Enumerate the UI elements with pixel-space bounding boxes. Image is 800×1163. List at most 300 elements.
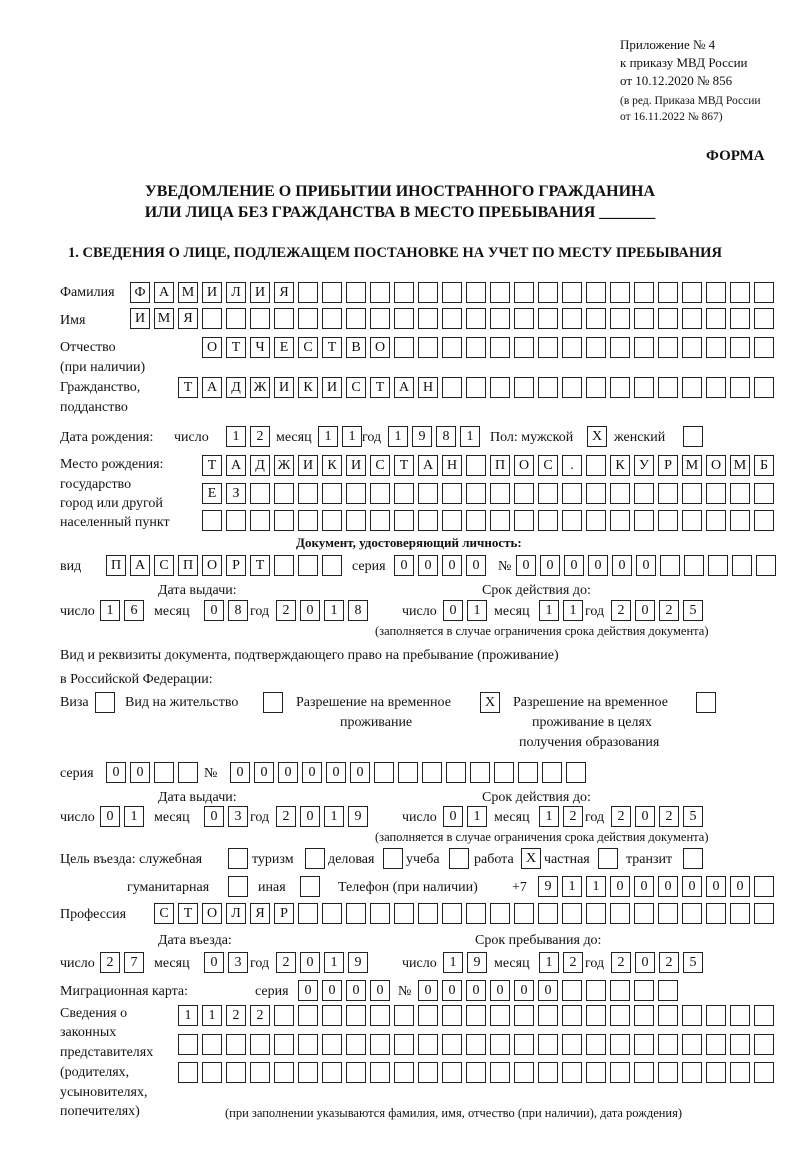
doc-number-cell[interactable] (708, 555, 728, 576)
pob2-cell[interactable] (754, 483, 774, 504)
visa-checkbox[interactable] (95, 692, 115, 713)
stay-year-cell[interactable]: 0 (635, 952, 655, 973)
entry-year-cell[interactable]: 1 (324, 952, 344, 973)
patronymic-cell[interactable] (514, 337, 534, 358)
p-study-checkbox[interactable] (449, 848, 469, 869)
rd-issue-year-cell[interactable]: 2 (276, 806, 296, 827)
pob2-cell[interactable] (658, 483, 678, 504)
name-cell[interactable] (682, 308, 702, 329)
doc-number-cell[interactable] (684, 555, 704, 576)
patronymic-cell[interactable]: В (346, 337, 366, 358)
doc-series-cell[interactable]: 0 (466, 555, 486, 576)
dob-day-cell[interactable]: 2 (250, 426, 270, 447)
rd-number-cell[interactable] (374, 762, 394, 783)
rep1-cell[interactable] (610, 1005, 630, 1026)
rep3-cell[interactable] (346, 1062, 366, 1083)
p-work-checkbox[interactable]: X (521, 848, 541, 869)
entry-year-cell[interactable]: 2 (276, 952, 296, 973)
surname-cell[interactable] (730, 282, 750, 303)
rep3-cell[interactable] (562, 1062, 582, 1083)
citizenship-cell[interactable] (634, 377, 654, 398)
surname-cell[interactable] (466, 282, 486, 303)
rep2-cell[interactable] (226, 1034, 246, 1055)
phone-cell[interactable] (754, 876, 774, 897)
surname-cell[interactable] (610, 282, 630, 303)
rep3-cell[interactable] (658, 1062, 678, 1083)
mc-number-cell[interactable]: 0 (466, 980, 486, 1001)
citizenship-cell[interactable] (586, 377, 606, 398)
rd-number-cell[interactable]: 0 (230, 762, 250, 783)
pob1-cell[interactable]: Т (202, 455, 222, 476)
surname-cell[interactable]: Л (226, 282, 246, 303)
rd-issue-day-cell[interactable]: 1 (124, 806, 144, 827)
pob1-cell[interactable]: А (418, 455, 438, 476)
pob3-cell[interactable] (562, 510, 582, 531)
rep1-cell[interactable] (394, 1005, 414, 1026)
pob3-cell[interactable] (730, 510, 750, 531)
citizenship-cell[interactable] (610, 377, 630, 398)
name-cell[interactable] (490, 308, 510, 329)
pob3-cell[interactable] (394, 510, 414, 531)
rep2-cell[interactable] (682, 1034, 702, 1055)
surname-cell[interactable] (658, 282, 678, 303)
profession-cell[interactable] (562, 903, 582, 924)
rd-number-cell[interactable] (518, 762, 538, 783)
rep2-cell[interactable] (706, 1034, 726, 1055)
profession-cell[interactable] (322, 903, 342, 924)
doc-valid-year-cell[interactable]: 2 (659, 600, 679, 621)
doc-valid-month-cell[interactable]: 1 (539, 600, 559, 621)
entry-year-cell[interactable]: 9 (348, 952, 368, 973)
surname-cell[interactable] (442, 282, 462, 303)
citizenship-cell[interactable]: А (394, 377, 414, 398)
rd-valid-month-cell[interactable]: 1 (539, 806, 559, 827)
rep2-cell[interactable] (346, 1034, 366, 1055)
mc-number-cell[interactable] (634, 980, 654, 1001)
citizenship-cell[interactable]: С (346, 377, 366, 398)
pob1-cell[interactable]: А (226, 455, 246, 476)
pob3-cell[interactable] (682, 510, 702, 531)
rep3-cell[interactable] (178, 1062, 198, 1083)
rd-number-cell[interactable]: 0 (278, 762, 298, 783)
rd-issue-month-cell[interactable]: 0 (204, 806, 224, 827)
mc-number-cell[interactable] (610, 980, 630, 1001)
rep2-cell[interactable] (274, 1034, 294, 1055)
patronymic-cell[interactable] (490, 337, 510, 358)
profession-cell[interactable]: Л (226, 903, 246, 924)
mc-number-cell[interactable] (586, 980, 606, 1001)
surname-cell[interactable] (298, 282, 318, 303)
pob1-cell[interactable]: И (298, 455, 318, 476)
pob2-cell[interactable] (322, 483, 342, 504)
rep1-cell[interactable] (490, 1005, 510, 1026)
citizenship-cell[interactable]: И (322, 377, 342, 398)
profession-cell[interactable] (682, 903, 702, 924)
surname-cell[interactable] (490, 282, 510, 303)
phone-cell[interactable]: 1 (586, 876, 606, 897)
pob3-cell[interactable] (610, 510, 630, 531)
profession-cell[interactable] (466, 903, 486, 924)
entry-day-cell[interactable]: 7 (124, 952, 144, 973)
citizenship-cell[interactable] (706, 377, 726, 398)
rep2-cell[interactable] (250, 1034, 270, 1055)
name-cell[interactable]: Я (178, 308, 198, 329)
patronymic-cell[interactable] (658, 337, 678, 358)
pob3-cell[interactable] (634, 510, 654, 531)
p-transit-checkbox[interactable] (683, 848, 703, 869)
rd-number-cell[interactable]: 0 (254, 762, 274, 783)
name-cell[interactable] (634, 308, 654, 329)
rep3-cell[interactable] (274, 1062, 294, 1083)
doc-number-cell[interactable]: 0 (612, 555, 632, 576)
pob3-cell[interactable] (346, 510, 366, 531)
rep1-cell[interactable] (754, 1005, 774, 1026)
rep2-cell[interactable] (370, 1034, 390, 1055)
phone-cell[interactable]: 1 (562, 876, 582, 897)
name-cell[interactable] (754, 308, 774, 329)
rep1-cell[interactable] (514, 1005, 534, 1026)
pob2-cell[interactable] (706, 483, 726, 504)
pob2-cell[interactable] (370, 483, 390, 504)
citizenship-cell[interactable]: Ж (250, 377, 270, 398)
dob-year-cell[interactable]: 1 (388, 426, 408, 447)
mc-number-cell[interactable]: 0 (490, 980, 510, 1001)
pob3-cell[interactable] (202, 510, 222, 531)
doc-number-cell[interactable]: 0 (588, 555, 608, 576)
rd-issue-day-cell[interactable]: 0 (100, 806, 120, 827)
rd-valid-month-cell[interactable]: 2 (563, 806, 583, 827)
name-cell[interactable] (370, 308, 390, 329)
rd-number-cell[interactable] (398, 762, 418, 783)
doc-valid-year-cell[interactable]: 5 (683, 600, 703, 621)
citizenship-cell[interactable]: К (298, 377, 318, 398)
pob1-cell[interactable]: М (682, 455, 702, 476)
profession-cell[interactable] (346, 903, 366, 924)
profession-cell[interactable]: С (154, 903, 174, 924)
rep2-cell[interactable] (730, 1034, 750, 1055)
name-cell[interactable] (322, 308, 342, 329)
pob2-cell[interactable] (538, 483, 558, 504)
rd-number-cell[interactable] (494, 762, 514, 783)
doc-kind-cell[interactable]: С (154, 555, 174, 576)
rep2-cell[interactable] (634, 1034, 654, 1055)
name-cell[interactable] (658, 308, 678, 329)
profession-cell[interactable] (514, 903, 534, 924)
rep2-cell[interactable] (490, 1034, 510, 1055)
citizenship-cell[interactable] (682, 377, 702, 398)
rep1-cell[interactable]: 2 (250, 1005, 270, 1026)
doc-issue-year-cell[interactable]: 0 (300, 600, 320, 621)
surname-cell[interactable]: Я (274, 282, 294, 303)
rep1-cell[interactable] (586, 1005, 606, 1026)
rep1-cell[interactable] (442, 1005, 462, 1026)
pob3-cell[interactable] (466, 510, 486, 531)
entry-year-cell[interactable]: 0 (300, 952, 320, 973)
p-service-checkbox[interactable] (228, 848, 248, 869)
rd-valid-year-cell[interactable]: 2 (611, 806, 631, 827)
rep1-cell[interactable] (466, 1005, 486, 1026)
rep3-cell[interactable] (394, 1062, 414, 1083)
rep2-cell[interactable] (394, 1034, 414, 1055)
rep2-cell[interactable] (298, 1034, 318, 1055)
surname-cell[interactable] (754, 282, 774, 303)
pob3-cell[interactable] (586, 510, 606, 531)
rd-issue-year-cell[interactable]: 0 (300, 806, 320, 827)
surname-cell[interactable] (370, 282, 390, 303)
doc-valid-month-cell[interactable]: 1 (563, 600, 583, 621)
surname-cell[interactable] (538, 282, 558, 303)
pob1-cell[interactable]: Т (394, 455, 414, 476)
citizenship-cell[interactable] (562, 377, 582, 398)
doc-issue-month-cell[interactable]: 0 (204, 600, 224, 621)
rd-number-cell[interactable] (542, 762, 562, 783)
rd-valid-year-cell[interactable]: 5 (683, 806, 703, 827)
name-cell[interactable] (706, 308, 726, 329)
rd-number-cell[interactable]: 0 (350, 762, 370, 783)
surname-cell[interactable] (562, 282, 582, 303)
pob3-cell[interactable] (274, 510, 294, 531)
p-humanitarian-checkbox[interactable] (228, 876, 248, 897)
phone-cell[interactable]: 0 (706, 876, 726, 897)
residence-checkbox[interactable] (263, 692, 283, 713)
rep3-cell[interactable] (226, 1062, 246, 1083)
surname-cell[interactable] (346, 282, 366, 303)
rd-number-cell[interactable] (566, 762, 586, 783)
doc-kind-cell[interactable] (322, 555, 342, 576)
sex-female-checkbox[interactable] (683, 426, 703, 447)
rep3-cell[interactable] (442, 1062, 462, 1083)
pob1-cell[interactable]: . (562, 455, 582, 476)
pob1-cell[interactable] (466, 455, 486, 476)
dob-year-cell[interactable]: 8 (436, 426, 456, 447)
phone-cell[interactable]: 0 (658, 876, 678, 897)
rep1-cell[interactable] (298, 1005, 318, 1026)
patronymic-cell[interactable]: Ч (250, 337, 270, 358)
name-cell[interactable] (418, 308, 438, 329)
doc-number-cell[interactable]: 0 (636, 555, 656, 576)
rd-number-cell[interactable]: 0 (326, 762, 346, 783)
profession-cell[interactable]: О (202, 903, 222, 924)
p-tourism-checkbox[interactable] (305, 848, 325, 869)
pob3-cell[interactable] (658, 510, 678, 531)
citizenship-cell[interactable] (442, 377, 462, 398)
pob3-cell[interactable] (418, 510, 438, 531)
rep3-cell[interactable] (418, 1062, 438, 1083)
rd-series-cell[interactable] (178, 762, 198, 783)
rep2-cell[interactable] (562, 1034, 582, 1055)
name-cell[interactable] (466, 308, 486, 329)
rep1-cell[interactable] (418, 1005, 438, 1026)
patronymic-cell[interactable] (394, 337, 414, 358)
doc-kind-cell[interactable]: Р (226, 555, 246, 576)
edu-checkbox[interactable] (696, 692, 716, 713)
doc-series-cell[interactable]: 0 (442, 555, 462, 576)
surname-cell[interactable]: М (178, 282, 198, 303)
doc-number-cell[interactable]: 0 (540, 555, 560, 576)
rep3-cell[interactable] (586, 1062, 606, 1083)
doc-issue-year-cell[interactable]: 1 (324, 600, 344, 621)
entry-day-cell[interactable]: 2 (100, 952, 120, 973)
rd-number-cell[interactable] (470, 762, 490, 783)
doc-number-cell[interactable] (660, 555, 680, 576)
profession-cell[interactable] (706, 903, 726, 924)
pob1-cell[interactable]: Б (754, 455, 774, 476)
rep2-cell[interactable] (322, 1034, 342, 1055)
rep3-cell[interactable] (682, 1062, 702, 1083)
patronymic-cell[interactable] (682, 337, 702, 358)
name-cell[interactable] (250, 308, 270, 329)
surname-cell[interactable] (514, 282, 534, 303)
pob3-cell[interactable] (298, 510, 318, 531)
pob3-cell[interactable] (442, 510, 462, 531)
pob2-cell[interactable] (346, 483, 366, 504)
stay-day-cell[interactable]: 9 (467, 952, 487, 973)
rd-valid-day-cell[interactable]: 1 (467, 806, 487, 827)
surname-cell[interactable]: И (250, 282, 270, 303)
surname-cell[interactable] (634, 282, 654, 303)
rep1-cell[interactable]: 2 (226, 1005, 246, 1026)
rep3-cell[interactable] (298, 1062, 318, 1083)
rep2-cell[interactable] (466, 1034, 486, 1055)
name-cell[interactable] (586, 308, 606, 329)
stay-month-cell[interactable]: 2 (563, 952, 583, 973)
profession-cell[interactable] (634, 903, 654, 924)
pob1-cell[interactable]: Р (658, 455, 678, 476)
pob2-cell[interactable] (418, 483, 438, 504)
dob-year-cell[interactable]: 1 (460, 426, 480, 447)
rd-valid-year-cell[interactable]: 2 (659, 806, 679, 827)
citizenship-cell[interactable] (466, 377, 486, 398)
doc-kind-cell[interactable]: А (130, 555, 150, 576)
mc-number-cell[interactable]: 0 (418, 980, 438, 1001)
entry-month-cell[interactable]: 3 (228, 952, 248, 973)
doc-issue-month-cell[interactable]: 8 (228, 600, 248, 621)
pob2-cell[interactable] (250, 483, 270, 504)
phone-cell[interactable]: 0 (730, 876, 750, 897)
p-business-checkbox[interactable] (383, 848, 403, 869)
name-cell[interactable] (394, 308, 414, 329)
rep1-cell[interactable] (658, 1005, 678, 1026)
rd-series-cell[interactable]: 0 (130, 762, 150, 783)
rep2-cell[interactable] (610, 1034, 630, 1055)
phone-cell[interactable]: 0 (634, 876, 654, 897)
rep1-cell[interactable]: 1 (178, 1005, 198, 1026)
profession-cell[interactable] (298, 903, 318, 924)
pob1-cell[interactable]: У (634, 455, 654, 476)
phone-cell[interactable]: 0 (610, 876, 630, 897)
patronymic-cell[interactable] (538, 337, 558, 358)
rep1-cell[interactable] (274, 1005, 294, 1026)
pob1-cell[interactable]: О (514, 455, 534, 476)
rd-number-cell[interactable] (422, 762, 442, 783)
pob1-cell[interactable]: О (706, 455, 726, 476)
rep2-cell[interactable] (658, 1034, 678, 1055)
sex-male-checkbox[interactable]: X (587, 426, 607, 447)
profession-cell[interactable] (490, 903, 510, 924)
profession-cell[interactable] (418, 903, 438, 924)
pob2-cell[interactable] (466, 483, 486, 504)
doc-kind-cell[interactable]: П (178, 555, 198, 576)
surname-cell[interactable]: Ф (130, 282, 150, 303)
rep3-cell[interactable] (514, 1062, 534, 1083)
patronymic-cell[interactable] (442, 337, 462, 358)
rd-valid-day-cell[interactable]: 0 (443, 806, 463, 827)
rep3-cell[interactable] (730, 1062, 750, 1083)
surname-cell[interactable] (706, 282, 726, 303)
stay-month-cell[interactable]: 1 (539, 952, 559, 973)
patronymic-cell[interactable]: Е (274, 337, 294, 358)
profession-cell[interactable] (586, 903, 606, 924)
rep3-cell[interactable] (466, 1062, 486, 1083)
citizenship-cell[interactable] (490, 377, 510, 398)
citizenship-cell[interactable]: Н (418, 377, 438, 398)
doc-issue-year-cell[interactable]: 2 (276, 600, 296, 621)
pob2-cell[interactable] (274, 483, 294, 504)
rep2-cell[interactable] (538, 1034, 558, 1055)
profession-cell[interactable] (730, 903, 750, 924)
pob1-cell[interactable]: М (730, 455, 750, 476)
pob2-cell[interactable] (730, 483, 750, 504)
doc-series-cell[interactable]: 0 (394, 555, 414, 576)
doc-valid-year-cell[interactable]: 2 (611, 600, 631, 621)
name-cell[interactable] (562, 308, 582, 329)
rep2-cell[interactable] (514, 1034, 534, 1055)
patronymic-cell[interactable] (634, 337, 654, 358)
name-cell[interactable]: М (154, 308, 174, 329)
phone-cell[interactable]: 0 (682, 876, 702, 897)
doc-kind-cell[interactable]: Т (250, 555, 270, 576)
rd-series-cell[interactable]: 0 (106, 762, 126, 783)
rep3-cell[interactable] (754, 1062, 774, 1083)
surname-cell[interactable] (586, 282, 606, 303)
mc-number-cell[interactable]: 0 (442, 980, 462, 1001)
rep1-cell[interactable] (682, 1005, 702, 1026)
pob1-cell[interactable]: П (490, 455, 510, 476)
rep3-cell[interactable] (202, 1062, 222, 1083)
rd-number-cell[interactable]: 0 (302, 762, 322, 783)
name-cell[interactable] (514, 308, 534, 329)
rd-issue-year-cell[interactable]: 9 (348, 806, 368, 827)
pob3-cell[interactable] (514, 510, 534, 531)
rep2-cell[interactable] (586, 1034, 606, 1055)
dob-day-cell[interactable]: 1 (226, 426, 246, 447)
pob1-cell[interactable]: Ж (274, 455, 294, 476)
rep2-cell[interactable] (754, 1034, 774, 1055)
pob2-cell[interactable] (442, 483, 462, 504)
profession-cell[interactable] (370, 903, 390, 924)
rep1-cell[interactable] (562, 1005, 582, 1026)
rep2-cell[interactable] (418, 1034, 438, 1055)
doc-number-cell[interactable]: 0 (516, 555, 536, 576)
rep1-cell[interactable] (370, 1005, 390, 1026)
doc-kind-cell[interactable] (298, 555, 318, 576)
rep1-cell[interactable] (346, 1005, 366, 1026)
doc-valid-day-cell[interactable]: 1 (467, 600, 487, 621)
pob3-cell[interactable] (226, 510, 246, 531)
citizenship-cell[interactable] (538, 377, 558, 398)
name-cell[interactable] (730, 308, 750, 329)
pob3-cell[interactable] (370, 510, 390, 531)
surname-cell[interactable]: А (154, 282, 174, 303)
citizenship-cell[interactable]: Д (226, 377, 246, 398)
mc-number-cell[interactable] (658, 980, 678, 1001)
doc-issue-year-cell[interactable]: 8 (348, 600, 368, 621)
citizenship-cell[interactable] (754, 377, 774, 398)
name-cell[interactable] (346, 308, 366, 329)
rep3-cell[interactable] (250, 1062, 270, 1083)
doc-kind-cell[interactable]: О (202, 555, 222, 576)
name-cell[interactable]: И (130, 308, 150, 329)
